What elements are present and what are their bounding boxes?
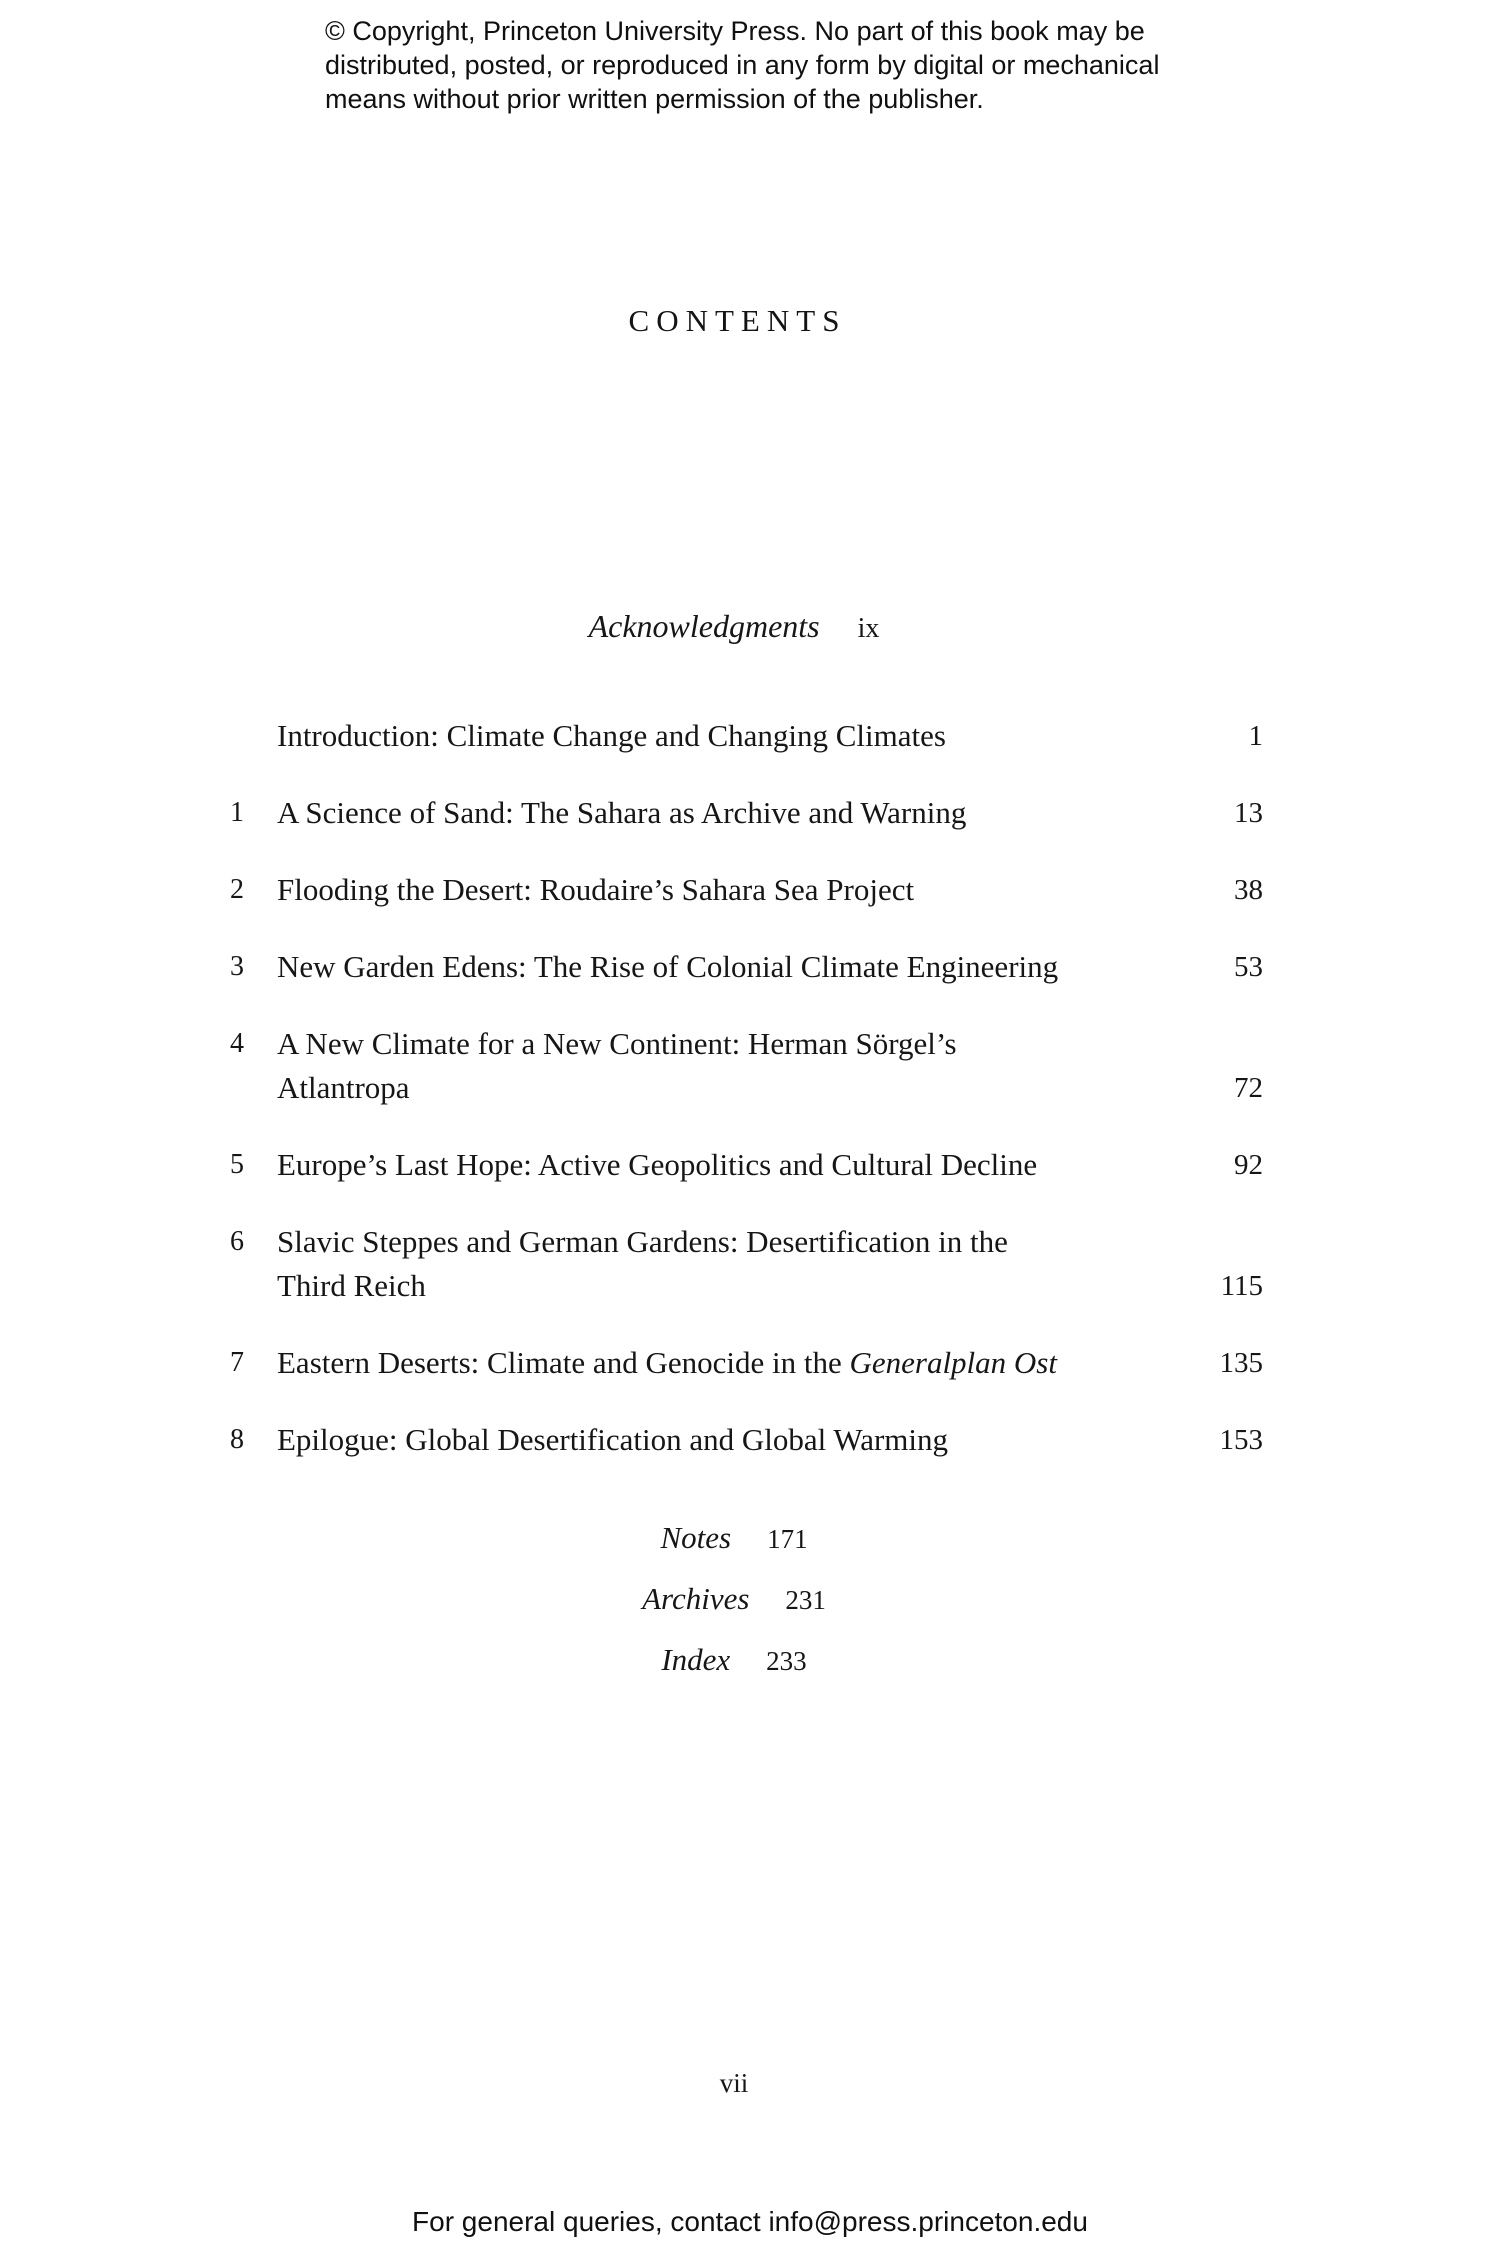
chapter-title-text: Introduction: Climate Change and Changing Climates	[277, 718, 946, 753]
index-page-number: 233	[766, 1646, 807, 1676]
chapter-title	[277, 791, 1234, 835]
back-matter-row-index	[205, 1632, 1263, 1693]
archives-page-number: 231	[785, 1585, 826, 1615]
chapter-number	[205, 714, 277, 758]
chapter-page-number: 115	[1220, 1270, 1263, 1302]
chapter-page-number: 92	[1234, 1149, 1263, 1181]
chapter-number: 8	[230, 1424, 244, 1455]
chapter-title-text: A New Climate for a New Continent: Herman Sörgel’s	[277, 1026, 957, 1061]
chapter-page-number: 53	[1234, 951, 1263, 983]
chapter-page-number: 72	[1234, 1072, 1263, 1104]
chapter-number: 6	[230, 1226, 244, 1257]
notes-page-number: 171	[767, 1524, 808, 1554]
chapter-number: 1	[230, 797, 244, 828]
copyright-line-1: © Copyright, Princeton University Press. No part of this book may be	[325, 16, 1145, 46]
chapter-page-number: 38	[1234, 874, 1263, 906]
chapter-title	[277, 868, 1234, 912]
chapter-title-text: New Garden Edens: The Rise of Colonial Climate Engineering	[277, 949, 1059, 984]
chapter-page-number: 13	[1234, 797, 1263, 829]
chapter-title-text: Europe’s Last Hope: Active Geopolitics and Cultural Decline	[277, 1147, 1038, 1182]
chapter-title-text: Slavic Steppes and German Gardens: Desertification in the	[277, 1224, 1008, 1259]
chapter-title	[277, 1022, 1234, 1110]
footer-query-note: For general queries, contact info@press.princeton.edu	[412, 2206, 1088, 2237]
chapter-title-text: A Science of Sand: The Sahara as Archive and Warning	[277, 795, 967, 830]
toc-entry-chapter-7	[205, 1341, 1263, 1385]
folio-page-number: vii	[719, 2068, 749, 2098]
chapter-title	[277, 945, 1234, 989]
chapter-number: 3	[230, 951, 244, 982]
front-matter-row-acknowledgments	[205, 608, 1263, 645]
chapter-page-number: 1	[1248, 720, 1263, 752]
chapter-title-italic-text: Generalplan Ost	[849, 1345, 1057, 1380]
toc-entry-chapter-4	[205, 1022, 1263, 1110]
copyright-notice	[325, 14, 1185, 116]
back-matter-row-notes	[205, 1510, 1263, 1571]
toc-entry-chapter-8	[205, 1418, 1263, 1462]
acknowledgments-label: Acknowledgments	[588, 608, 820, 644]
chapter-title	[277, 714, 1249, 758]
chapter-number: 7	[230, 1347, 244, 1378]
chapter-title-text: Flooding the Desert: Roudaire’s Sahara Sea Project	[277, 872, 915, 907]
chapter-title-text: Epilogue: Global Desertification and Global Warming	[277, 1422, 949, 1457]
toc-list	[205, 714, 1263, 1495]
back-matter-row-archives	[205, 1571, 1263, 1632]
chapter-title-text: Eastern Deserts: Climate and Genocide in the	[277, 1345, 842, 1380]
toc-entry-introduction	[205, 714, 1263, 758]
chapter-title-second-line: Third Reich	[277, 1268, 426, 1303]
index-label: Index	[661, 1642, 731, 1677]
toc-entry-chapter-5	[205, 1143, 1263, 1187]
notes-label: Notes	[660, 1520, 732, 1555]
archives-label: Archives	[642, 1581, 750, 1616]
acknowledgments-page-number: ix	[857, 613, 880, 644]
chapter-title	[277, 1341, 1220, 1385]
copyright-line-2: distributed, posted, or reproduced in any form by digital or mechanical	[325, 50, 1160, 80]
chapter-title	[277, 1220, 1221, 1308]
chapter-number: 2	[230, 874, 244, 905]
toc-entry-chapter-2	[205, 868, 1263, 912]
chapter-title	[277, 1418, 1220, 1462]
toc-entry-chapter-3	[205, 945, 1263, 989]
toc-entry-chapter-6	[205, 1220, 1263, 1308]
toc-entry-chapter-1	[205, 791, 1263, 835]
chapter-number: 5	[230, 1149, 244, 1180]
contents-heading: CONTENTS	[628, 303, 847, 338]
chapter-number: 4	[230, 1028, 244, 1059]
chapter-title-second-line: Atlantropa	[277, 1070, 410, 1105]
chapter-page-number: 135	[1219, 1347, 1263, 1379]
copyright-line-3: means without prior written permission of the publisher.	[325, 84, 984, 114]
back-matter-list	[205, 1510, 1263, 1693]
chapter-page-number: 153	[1219, 1424, 1263, 1456]
chapter-title	[277, 1143, 1234, 1187]
